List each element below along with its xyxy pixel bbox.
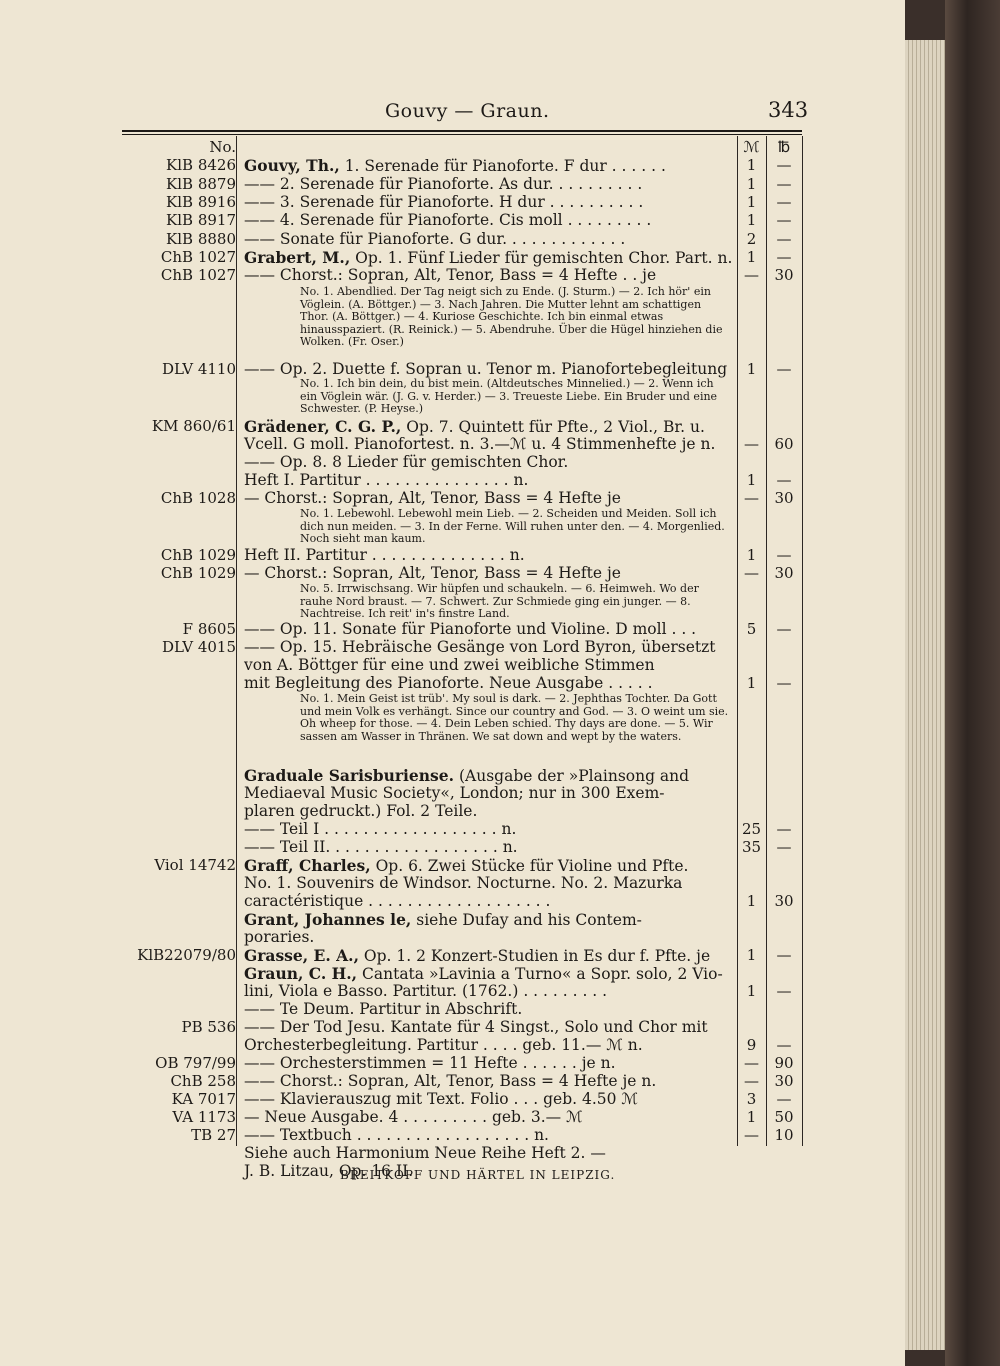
entry-line: —— Teil II. . . . . . . . . . . . . . . . . . n. xyxy=(244,838,518,856)
page-edges xyxy=(905,40,945,1350)
price-pfennig: — xyxy=(776,620,792,638)
price-pfennig: — xyxy=(776,248,792,266)
entry-line: —— 3. Serenade für Pianoforte. H dur . . . . . . . . . . xyxy=(244,193,644,211)
catalog-number: KM 860/61 xyxy=(151,417,236,435)
composer-name: Grant, Johannes le, xyxy=(244,910,412,929)
price-pfennig: — xyxy=(776,175,792,193)
price-mark: 5 xyxy=(746,620,757,638)
price-mark: 1 xyxy=(746,546,757,564)
entry-line: —— Klavierauszug mit Text. Folio . . . geb. 4.50 ℳ xyxy=(244,1090,638,1108)
page-number: 343 xyxy=(768,98,809,122)
price-mark: 3 xyxy=(746,1090,757,1108)
entry-line: — Chorst.: Sopran, Alt, Tenor, Bass = 4 Hefte je xyxy=(244,489,621,507)
composer-name: Graun, C. H., xyxy=(244,964,358,983)
entry-line: —— Orchesterstimmen = 11 Hefte . . . . . . je n. xyxy=(244,1054,616,1072)
price-mark: — xyxy=(744,489,759,507)
entry-line: Graff, Charles, Op. 6. Zwei Stücke für Violine und Pfte. xyxy=(244,856,689,875)
entry-line: —— Op. 2. Duette f. Sopran u. Tenor m. Pianofortebegleitung xyxy=(244,360,728,378)
price-pfennig: 30 xyxy=(774,564,794,582)
entry-line: Grabert, M., Op. 1. Fünf Lieder für gemischten Chor. Part. n. xyxy=(244,248,733,267)
catalog-number: TB 27 xyxy=(191,1126,236,1144)
price-mark: 1 xyxy=(746,946,757,964)
catalog-number: F 8605 xyxy=(182,620,236,638)
price-pfennig: 90 xyxy=(774,1054,794,1072)
catalog-number: ChB 1027 xyxy=(160,266,236,284)
entry-line: —— Sonate für Pianoforte. G dur. . . . . . . . . . . . . xyxy=(244,230,626,248)
price-mark: 1 xyxy=(746,471,757,489)
catalog-number: DLV 4110 xyxy=(162,360,236,378)
entry-line: —— 4. Serenade für Pianoforte. Cis moll . . . . . . . . . xyxy=(244,211,652,229)
price-pfennig: 10 xyxy=(774,1126,794,1144)
price-pfennig: 30 xyxy=(774,1072,794,1090)
composer-name: Graduale Sarisburiense. xyxy=(244,766,455,785)
contents-note: No. 5. Irrwischsang. Wir hüpfen und schaukeln. — 6. Heimweh. Wo der rauhe Nord braust. — 7. Schwert. Zur Schmiede ging ein junger. — 8. Nachtreise. Ich reit' in's finstre Land. xyxy=(300,582,699,620)
price-pfennig: 30 xyxy=(774,489,794,507)
price-mark: 1 xyxy=(746,674,757,692)
price-mark: 1 xyxy=(746,175,757,193)
entry-line: Grasse, E. A., Op. 1. 2 Konzert-Studien in Es dur f. Pfte. je xyxy=(244,946,711,965)
price-mark: 9 xyxy=(746,1036,757,1054)
composer-name: Grasse, E. A., xyxy=(244,946,359,965)
price-pfennig: 30 xyxy=(774,892,794,910)
entry-line: poraries. xyxy=(244,928,315,946)
catalog-number: ChB 1029 xyxy=(160,564,236,582)
price-mark: 2 xyxy=(746,230,757,248)
composer-name: Grabert, M., xyxy=(244,248,351,267)
contents-note: No. 1. Ich bin dein, du bist mein. (Altdeutsches Minnelied.) — 2. Wenn ich ein Vöglein wär. (J. G. v. Herder.) — 3. Treueste Liebe. Ein Bruder und eine Schwester. (P. Heyse.) xyxy=(300,377,718,415)
price-mark: — xyxy=(744,435,759,453)
entry-line: Grant, Johannes le, siehe Dufay and his Contem- xyxy=(244,910,642,929)
entry-line: plaren gedruckt.) Fol. 2 Teile. xyxy=(244,802,478,820)
price-mark: 25 xyxy=(741,820,762,838)
catalog-number: ChB 258 xyxy=(170,1072,236,1090)
entry-line: No. 1. Souvenirs de Windsor. Nocturne. No. 2. Mazurka xyxy=(244,874,683,892)
entry-line: —— Chorst.: Sopran, Alt, Tenor, Bass = 4 Hefte je n. xyxy=(244,1072,657,1090)
entry-line: Heft I. Partitur . . . . . . . . . . . . . . . n. xyxy=(244,471,529,489)
catalog-number: PB 536 xyxy=(181,1018,236,1036)
catalog-number: No. xyxy=(209,138,236,156)
price-pfennig: ℔ xyxy=(777,138,791,156)
header-rule-thin xyxy=(122,134,802,135)
entry-line: Graduale Sarisburiense. (Ausgabe der »Plainsong and xyxy=(244,766,690,785)
price-mark: — xyxy=(744,1054,759,1072)
price-mark: 1 xyxy=(746,248,757,266)
price-pfennig: 60 xyxy=(774,435,794,453)
entry-line: —— Op. 15. Hebräische Gesänge von Lord Byron, übersetzt xyxy=(244,638,716,656)
entry-line: —— Te Deum. Partitur in Abschrift. xyxy=(244,1000,523,1018)
catalog-number: KlB 8917 xyxy=(166,211,236,229)
price-mark: 1 xyxy=(746,892,757,910)
price-pfennig: — xyxy=(776,360,792,378)
catalog-number: ChB 1027 xyxy=(160,248,236,266)
price-pfennig: — xyxy=(776,471,792,489)
catalog-number: KlB 8879 xyxy=(166,175,236,193)
price-pfennig: — xyxy=(776,211,792,229)
price-mark: — xyxy=(744,266,759,284)
entry-line: Heft II. Partitur . . . . . . . . . . . . . . n. xyxy=(244,546,525,564)
entry-line: Siehe auch Harmonium Neue Reihe Heft 2. — xyxy=(244,1144,606,1162)
price-mark: — xyxy=(744,564,759,582)
catalog-number: KA 7017 xyxy=(171,1090,236,1108)
catalog-number: Viol 14742 xyxy=(154,856,236,874)
price-pfennig: — xyxy=(776,230,792,248)
page-title: Gouvy — Graun. xyxy=(385,100,550,122)
catalog-number: ChB 1029 xyxy=(160,546,236,564)
column-divider-left xyxy=(236,136,237,1146)
contents-note: No. 1. Abendlied. Der Tag neigt sich zu Ende. (J. Sturm.) — 2. Ich hör' ein Vöglein. (A. Böttger.) — 3. Nach Jahren. Die Mutter lehnt am schattigen Thor. (A. Böttger.) — 4. Kuriose Geschichte. Ich bin einmal etwas hinausspaziert. (R. Reinick.) — 5. Abendruhe. Über die Hügel hinziehen die Wolken. (Fr. Oser.) xyxy=(300,285,723,348)
entry-line: Graun, C. H., Cantata »Lavinia a Turno« a Sopr. solo, 2 Vio- xyxy=(244,964,723,983)
catalog-number: DLV 4015 xyxy=(162,638,236,656)
header-rule xyxy=(122,130,802,132)
entry-line: Vcell. G moll. Pianofortest. n. 3.—ℳ u. 4 Stimmenhefte je n. xyxy=(244,435,716,453)
entry-line: Grädener, C. G. P., Op. 7. Quintett für Pfte., 2 Viol., Br. u. xyxy=(244,417,705,436)
composer-name: Gouvy, Th., xyxy=(244,156,340,175)
catalog-number: KlB 8916 xyxy=(166,193,236,211)
entry-line: — Chorst.: Sopran, Alt, Tenor, Bass = 4 Hefte je xyxy=(244,564,621,582)
price-pfennig: — xyxy=(776,546,792,564)
price-pfennig: — xyxy=(776,193,792,211)
entry-line: —— Op. 8. 8 Lieder für gemischten Chor. xyxy=(244,453,569,471)
catalog-number: KlB22079/80 xyxy=(137,946,236,964)
contents-note: No. 1. Mein Geist ist trüb'. My soul is dark. — 2. Jephthas Tochter. Da Gott und mein Volk es verhängt. Since our country and God. — 3. O weint um sie. Oh wheep for those. — 4. Dein Leben schied. Thy days are done. — 5. Wir sassen am Wasser in Thränen. We sat down and wept by the waters. xyxy=(300,692,729,743)
price-pfennig: — xyxy=(776,820,792,838)
price-pfennig: 50 xyxy=(774,1108,794,1126)
price-mark: 35 xyxy=(741,838,762,856)
price-mark: 1 xyxy=(746,211,757,229)
book-cover xyxy=(945,0,1000,1366)
entry-line: mit Begleitung des Pianoforte. Neue Ausgabe . . . . . xyxy=(244,674,653,692)
entry-line: —— Der Tod Jesu. Kantate für 4 Singst., Solo und Chor mit xyxy=(244,1018,708,1036)
price-mark: 1 xyxy=(746,156,757,174)
column-divider-right xyxy=(802,136,803,1146)
entry-line: Orchesterbegleitung. Partitur . . . . geb. 11.— ℳ n. xyxy=(244,1036,643,1054)
price-pfennig: 30 xyxy=(774,266,794,284)
price-mark: 1 xyxy=(746,1108,757,1126)
entry-line: J. B. Litzau, Op. 16 II. xyxy=(244,1162,414,1180)
entry-line: von A. Böttger für eine und zwei weibliche Stimmen xyxy=(244,656,655,674)
price-pfennig: — xyxy=(776,838,792,856)
entry-line: lini, Viola e Basso. Partitur. (1762.) . . . . . . . . . xyxy=(244,982,608,1000)
price-mark: 1 xyxy=(746,360,757,378)
price-mark: 1 xyxy=(746,982,757,1000)
composer-name: Grädener, C. G. P., xyxy=(244,417,402,436)
price-mark: 1 xyxy=(746,193,757,211)
entry-line: Mediaeval Music Society«, London; nur in 300 Exem- xyxy=(244,784,665,802)
price-pfennig: — xyxy=(776,982,792,1000)
publisher-footer: BREITKOPF UND HÄRTEL IN LEIPZIG. xyxy=(340,1168,616,1182)
catalog-number: KlB 8426 xyxy=(166,156,236,174)
price-mark: — xyxy=(744,1126,759,1144)
price-mark: — xyxy=(744,1072,759,1090)
entry-line: —— 2. Serenade für Pianoforte. As dur. . . . . . . . . . xyxy=(244,175,643,193)
entry-line: —— Chorst.: Sopran, Alt, Tenor, Bass = 4 Hefte . . je xyxy=(244,266,657,284)
entry-line: —— Teil I . . . . . . . . . . . . . . . . . . n. xyxy=(244,820,517,838)
entry-line: — Neue Ausgabe. 4 . . . . . . . . . geb. 3.— ℳ xyxy=(244,1108,583,1126)
price-pfennig: — xyxy=(776,1036,792,1054)
catalog-number: VA 1173 xyxy=(172,1108,236,1126)
entry-line: —— Textbuch . . . . . . . . . . . . . . . . . . n. xyxy=(244,1126,549,1144)
catalog-number: ChB 1028 xyxy=(160,489,236,507)
price-pfennig: — xyxy=(776,1090,792,1108)
price-pfennig: — xyxy=(776,674,792,692)
catalog-number: OB 797/99 xyxy=(155,1054,236,1072)
catalog-number: KlB 8880 xyxy=(166,230,236,248)
price-pfennig: — xyxy=(776,156,792,174)
price-mark: ℳ xyxy=(743,138,760,156)
entry-line: —— Op. 11. Sonate für Pianoforte und Violine. D moll . . . xyxy=(244,620,697,638)
entry-line: Gouvy, Th., 1. Serenade für Pianoforte. F dur . . . . . . xyxy=(244,156,666,175)
composer-name: Graff, Charles, xyxy=(244,856,371,875)
price-pfennig: — xyxy=(776,946,792,964)
contents-note: No. 1. Lebewohl. Lebewohl mein Lieb. — 2. Scheiden und Meiden. Soll ich dich nun meiden. — 3. In der Ferne. Will ruhen unter den. — 4. Morgenlied. Noch sieht man kaum. xyxy=(300,507,725,545)
entry-line: caractéristique . . . . . . . . . . . . . . . . . . . xyxy=(244,892,551,910)
